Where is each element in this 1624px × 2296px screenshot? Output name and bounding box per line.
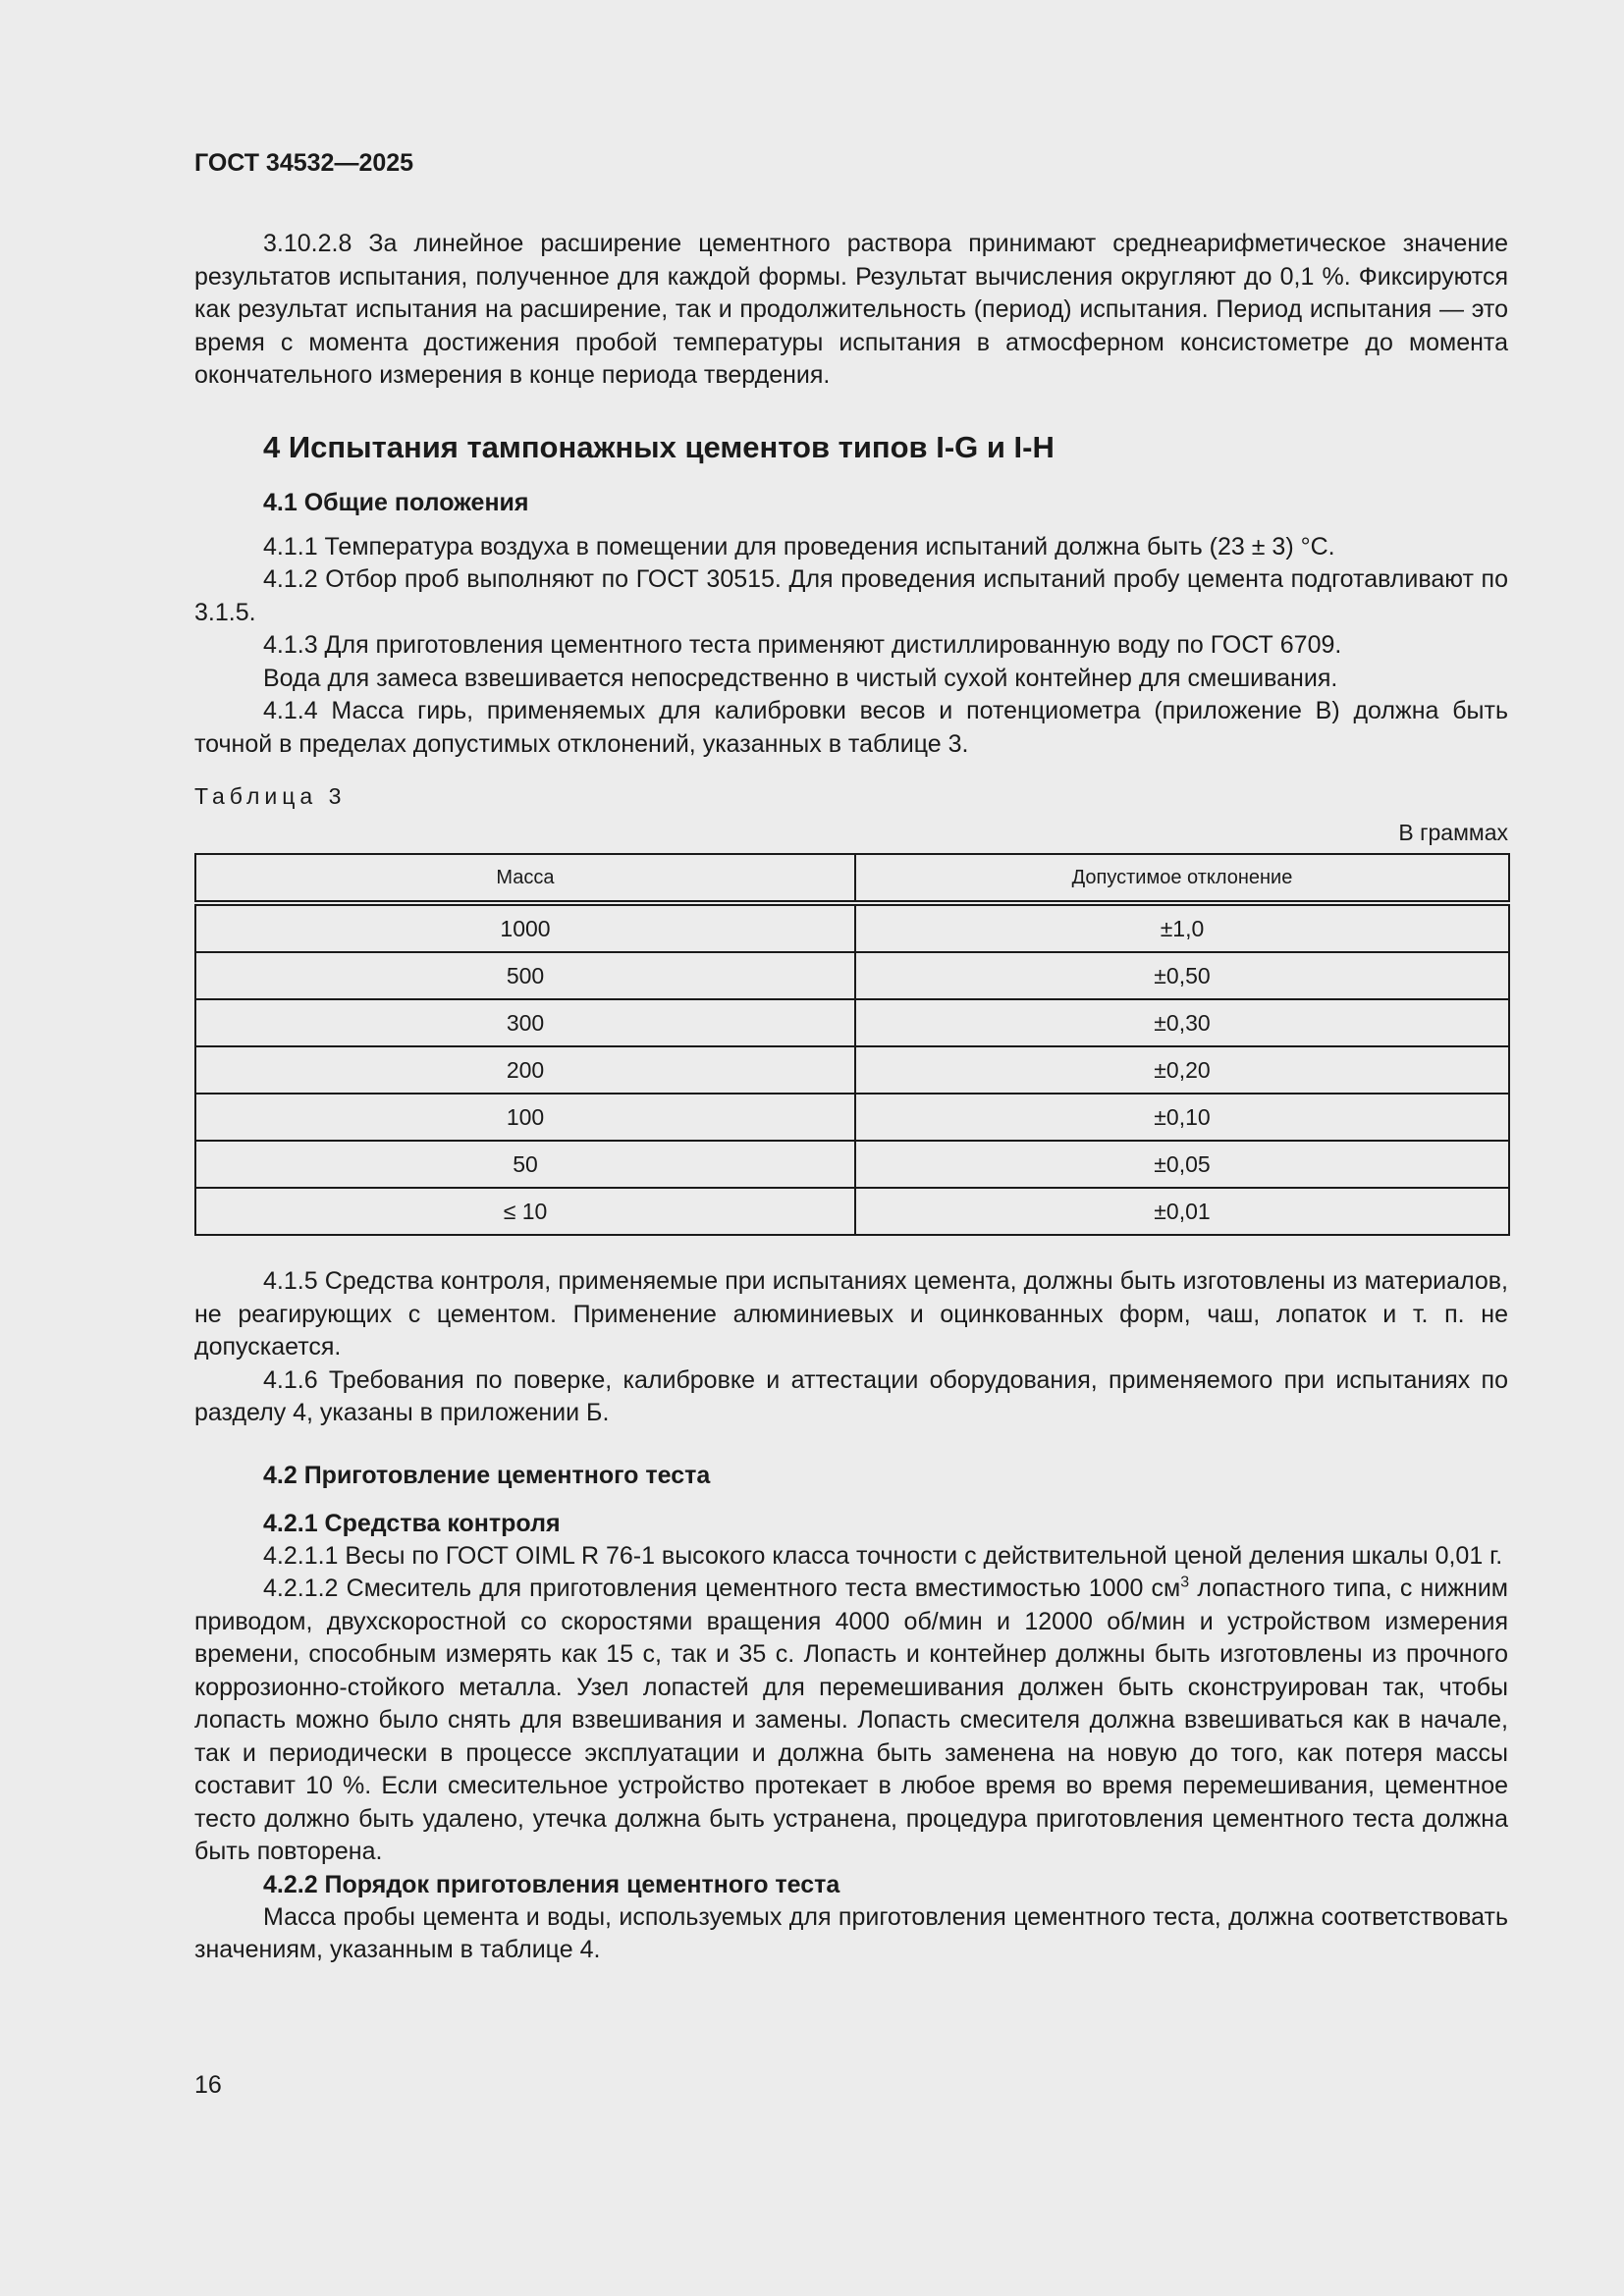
paragraph-4-1-5: 4.1.5 Средства контроля, применяемые при испытаниях цемента, должны быть изготовлены из материалов, не реагирующих с цементом. Применение алюминиевых и оцинкованных форм, чаш, лопаток и т. п. не допускается. [194, 1267, 1508, 1361]
cubic-superscript: 3 [1180, 1574, 1190, 1591]
paragraph-4-2-1-2-rest: лопастного типа, с нижним приводом, двухскоростной со скоростями вращения 4000 об/мин и 12000 об/мин и устройством измерения времени, способным измерять как 15 с, так и 35 с. Лопасть и контейнер должны быть изготовлены из прочного коррозионно-стойкого металла. Узел лопастей для перемешивания должен быть сконструирован так, чтобы лопасть можно было снять для взвешивания и замены. Лопасть смесителя должна взвешиваться как в начале, так и периодически в процессе эксплуатации и должна быть заменена на новую до того, как потеря массы составит 10 %. Если смесительное устройство протекает в любое время во время перемешивания, цементное тесто должно быть удалено, утечка должна быть устранена, процедура приготовления цементного теста должна быть повторена. [194, 1575, 1508, 1865]
cell-mass: 500 [195, 952, 855, 999]
paragraph-4-1-4: 4.1.4 Масса гирь, применяемых для калибровки весов и потенциометра (приложение В) должна быть точной в пределах допустимых отклонений, указанных в таблице 3. [194, 697, 1508, 758]
table-row [195, 999, 1509, 1046]
cell-mass: 50 [195, 1141, 855, 1188]
cell-mass: ≤ 10 [195, 1188, 855, 1235]
paragraph-4-1-2: 4.1.2 Отбор проб выполняют по ГОСТ 30515. Для проведения испытаний пробу цемента подготавливают по 3.1.5. [194, 565, 1508, 626]
table-row [195, 1141, 1509, 1188]
cell-tolerance: ±0,20 [855, 1046, 1509, 1094]
paragraph-4-2-1-1: 4.2.1.1 Весы по ГОСТ OIML R 76-1 высокого класса точности с действительной ценой деления шкалы 0,01 г. [263, 1541, 1503, 1570]
section-4-heading: 4 Испытания тампонажных цементов типов I-G и I-H [263, 429, 1055, 464]
paragraph-4-1-1: 4.1.1 Температура воздуха в помещении для проведения испытаний должна быть (23 ± 3) °С. [263, 532, 1335, 561]
section-4-1-heading: 4.1 Общие положения [263, 488, 529, 516]
cell-mass: 200 [195, 1046, 855, 1094]
document-code: ГОСТ 34532—2025 [194, 149, 414, 177]
paragraph-4-2-2: Масса пробы цемента и воды, используемых для приготовления цементного теста, должна соответствовать значениям, указанным в таблице 4. [194, 1902, 1508, 1963]
cell-tolerance: ±0,50 [855, 952, 1509, 999]
table-row [195, 1188, 1509, 1235]
section-4-2-1-heading: 4.2.1 Средства контроля [263, 1509, 561, 1537]
table-header-row [195, 854, 1509, 903]
document-page [194, 147, 1508, 1967]
table-row [195, 1094, 1509, 1141]
table-row [195, 1046, 1509, 1094]
cell-tolerance: ±0,30 [855, 999, 1509, 1046]
cell-tolerance: ±0,10 [855, 1094, 1509, 1141]
table-row [195, 952, 1509, 999]
paragraph-4-1-6: 4.1.6 Требования по поверке, калибровке и аттестации оборудования, применяемого при испытаниях по разделу 4, указаны в приложении Б. [194, 1365, 1508, 1426]
cell-tolerance: ±0,05 [855, 1141, 1509, 1188]
column-header-mass: Масса [195, 854, 855, 903]
section-4-2-2-heading: 4.2.2 Порядок приготовления цементного теста [263, 1870, 840, 1898]
cell-mass: 300 [195, 999, 855, 1046]
table-3-units: В граммах [1398, 820, 1508, 845]
table-3-caption: Таблица 3 [194, 783, 347, 809]
cell-mass: 100 [195, 1094, 855, 1141]
paragraph-4-2-1-2-start: 4.2.1.2 Смеситель для приготовления цементного теста вместимостью 1000 см [263, 1575, 1181, 1602]
cell-mass: 1000 [195, 903, 855, 952]
table-row [195, 903, 1509, 952]
paragraph-4-1-3: 4.1.3 Для приготовления цементного теста применяют дистиллированную воду по ГОСТ 6709. [263, 631, 1342, 659]
page-number: 16 [194, 2071, 222, 2099]
column-header-tolerance: Допустимое отклонение [855, 854, 1509, 903]
cell-tolerance: ±0,01 [855, 1188, 1509, 1235]
table-3 [194, 853, 1510, 1236]
paragraph-4-2-1-2 [194, 1573, 1508, 1869]
cell-tolerance: ±1,0 [855, 903, 1509, 952]
section-4-2-heading: 4.2 Приготовление цементного теста [263, 1461, 711, 1489]
paragraph-3-10-2-8: 3.10.2.8 За линейное расширение цементного раствора принимают среднеарифметическое значение результатов испытания, полученное для каждой формы. Результат вычисления округляют до 0,1 %. Фиксируются как результат испытания на расширение, так и продолжительность (период) испытания. Период испытания — это время с момента достижения пробой температуры испытания в атмосферном консистометре до момента окончательного измерения в конце периода твердения. [194, 230, 1508, 389]
paragraph-4-1-3-water: Вода для замеса взвешивается непосредственно в чистый сухой контейнер для смешивания. [263, 664, 1338, 692]
